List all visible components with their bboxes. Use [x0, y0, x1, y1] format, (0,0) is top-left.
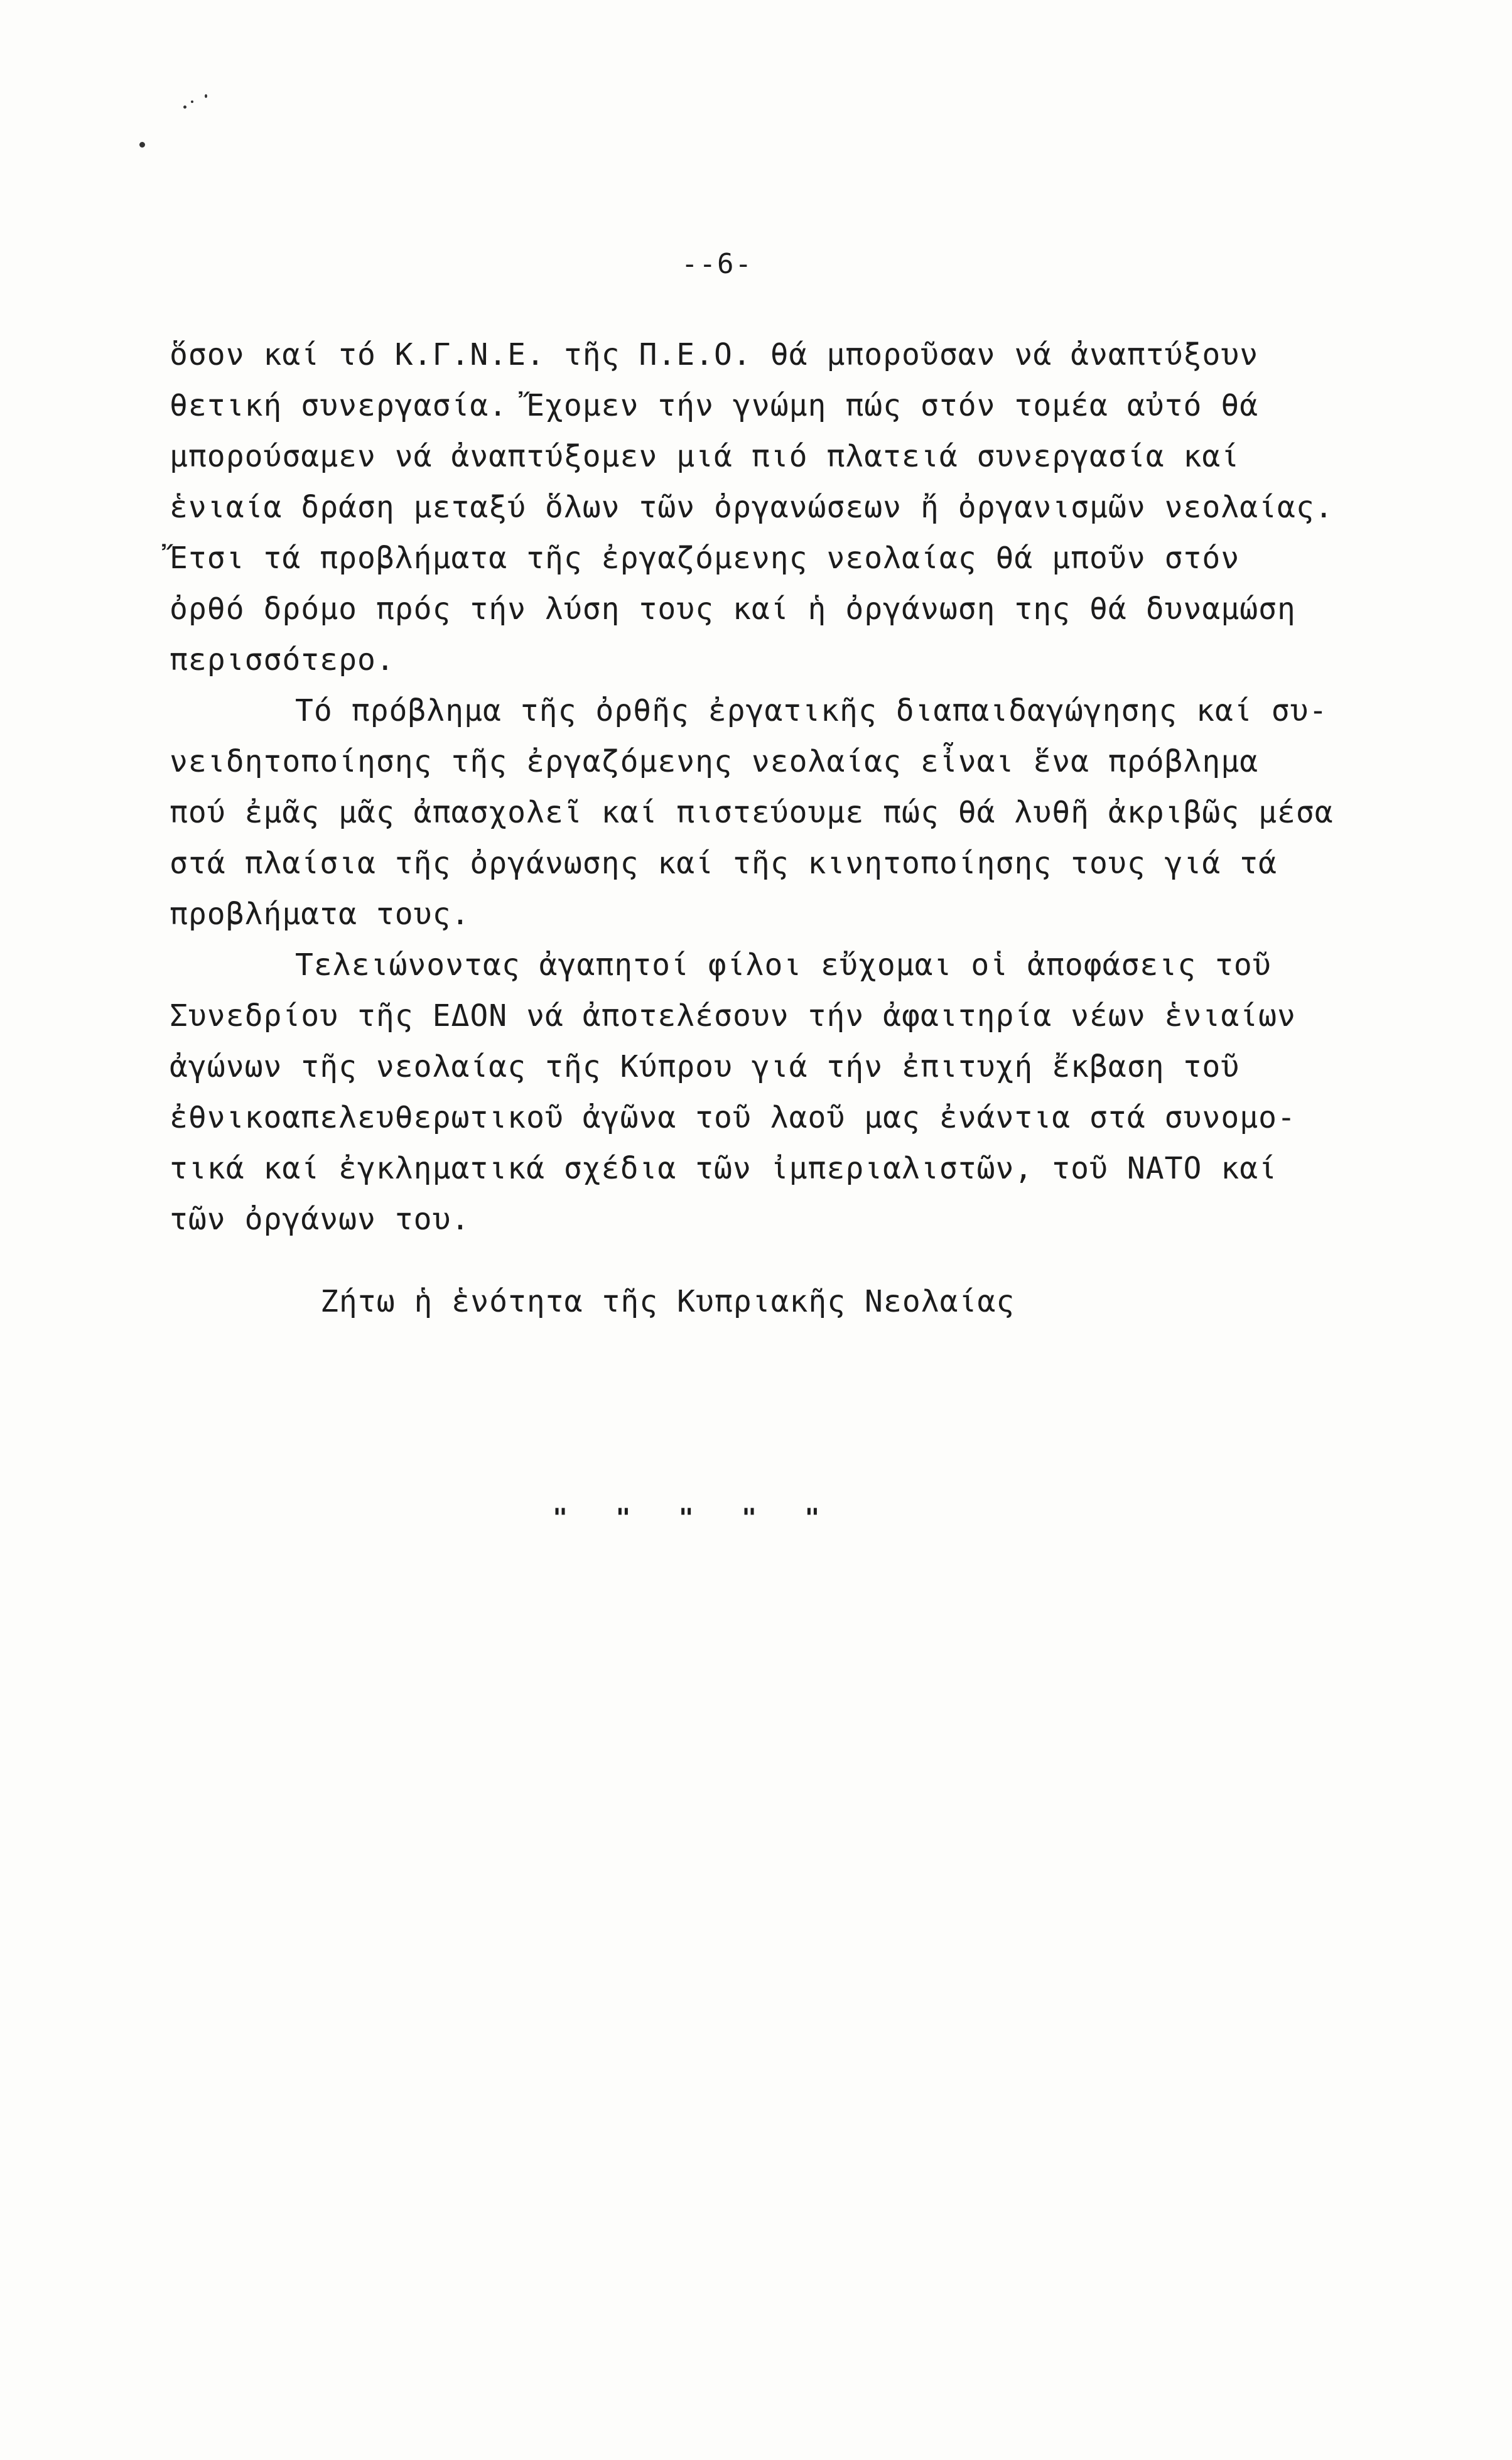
- text-line: μπορούσαμεν νά ἀναπτύξομεν μιά πιό πλατειά συνεργασία καί: [170, 439, 1240, 474]
- text-line: τῶν ὀργάνων του.: [170, 1202, 470, 1237]
- body-text: [170, 330, 1413, 1245]
- text-line: πού ἐμᾶς μᾶς ἀπασχολεῖ καί πιστεύουμε πώς θά λυθῆ ἀκριβῶς μέσα: [170, 795, 1334, 830]
- text-line: τικά καί ἐγκληματικά σχέδια τῶν ἰμπεριαλιστῶν, τοῦ ΝΑΤΟ καί: [170, 1151, 1278, 1186]
- text-line: θετική συνεργασία. Ἔχομεν τήν γνώμη πώς στόν τομέα αὐτό θά: [170, 388, 1259, 423]
- ink-speck: [139, 142, 145, 148]
- text-line: Τελειώνοντας ἀγαπητοί φίλοι εὔχομαι οἱ ἀποφάσεις τοῦ: [295, 947, 1272, 983]
- text-line: προβλήματα τους.: [170, 897, 470, 932]
- text-line: ὅσον καί τό Κ.Γ.Ν.Ε. τῆς Π.Ε.Ο. θά μποροῦσαν νά ἀναπτύξουν: [170, 337, 1259, 372]
- ink-speck: [183, 105, 186, 109]
- text-line: στά πλαίσια τῆς ὀργάνωσης καί τῆς κινητοποίησης τους γιά τά: [170, 846, 1278, 881]
- text-line: ἀγώνων τῆς νεολαίας τῆς Κύπρου γιά τήν ἐπιτυχή ἔκβαση τοῦ: [170, 1049, 1240, 1084]
- ink-speck: [205, 94, 207, 98]
- page-number: --6-: [681, 248, 753, 280]
- text-line: ἐθνικοαπελευθερωτικοῦ ἀγῶνα τοῦ λαοῦ μας ἐνάντια στά συνομο-: [170, 1100, 1296, 1135]
- text-line: Τό πρόβλημα τῆς ὀρθῆς ἐργατικῆς διαπαιδαγώγησης καί συ-: [295, 693, 1328, 728]
- text-line: ὀρθό δρόμο πρός τήν λύση τους καί ἡ ὀργάνωση της θά δυναμώση: [170, 591, 1296, 627]
- text-line: Ἔτσι τά προβλήματα τῆς ἐργαζόμενης νεολαίας θά μποῦν στόν: [170, 541, 1240, 576]
- ink-speck: [191, 100, 193, 103]
- text-line: ἑνιαία δράση μεταξύ ὅλων τῶν ὀργανώσεων ἤ ὀργανισμῶν νεολαίας.: [170, 490, 1334, 525]
- ditto-marks: " " " " ": [553, 1504, 821, 1533]
- text-line: περισσότερο.: [170, 642, 395, 677]
- text-line: Συνεδρίου τῆς ΕΔΟΝ νά ἀποτελέσουν τήν ἀφαιτηρία νέων ἑνιαίων: [170, 998, 1296, 1033]
- closing-slogan: Ζήτω ἡ ἑνότητα τῆς Κυπριακῆς Νεολαίας: [320, 1284, 1015, 1319]
- text-line: νειδητοποίησης τῆς ἐργαζόμενης νεολαίας εἶναι ἕνα πρόβλημα: [170, 744, 1259, 779]
